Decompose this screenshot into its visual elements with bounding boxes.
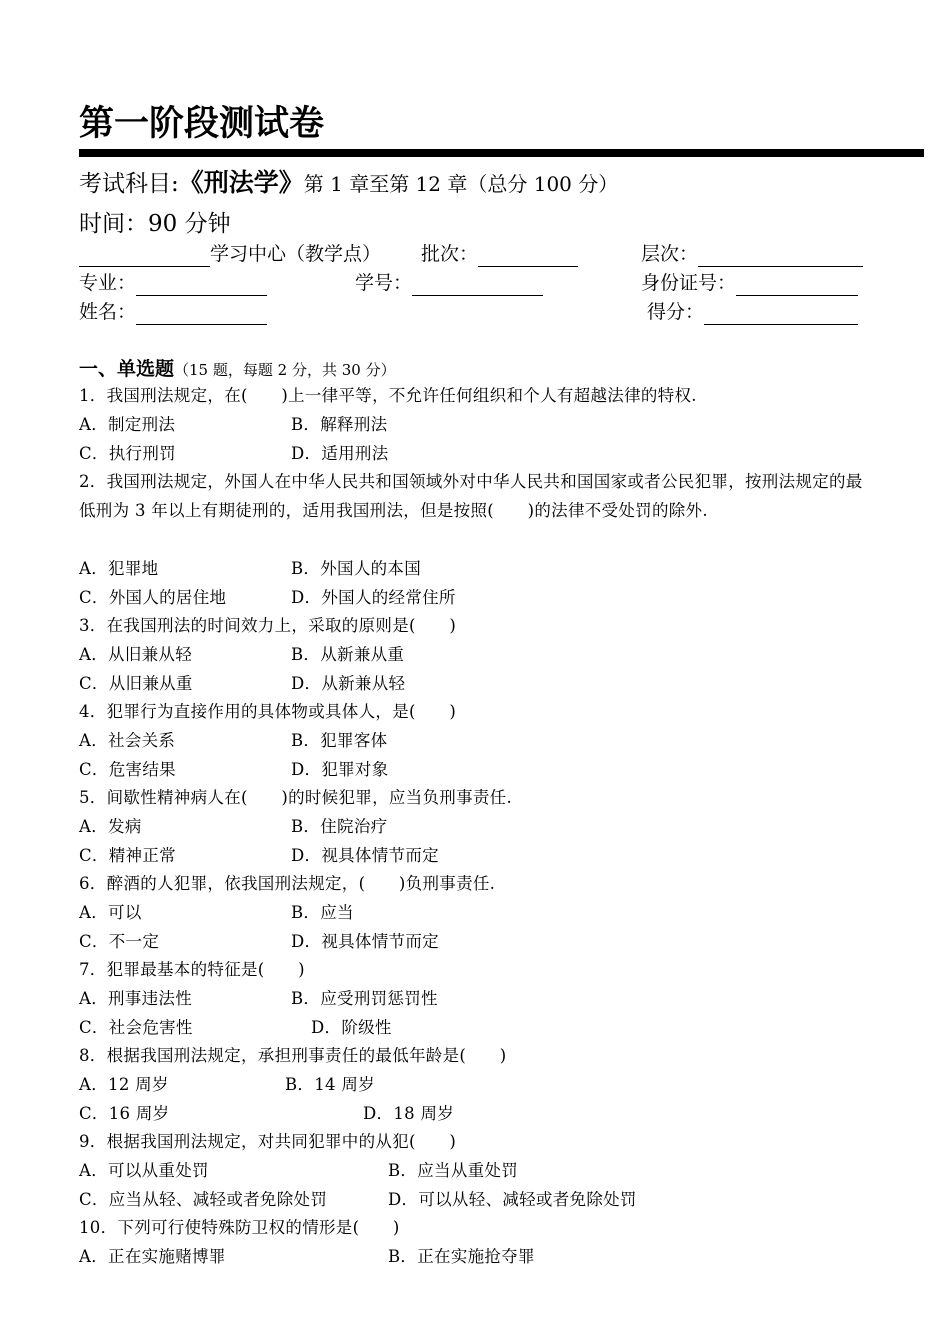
name-field (79, 299, 267, 325)
score-field (647, 299, 858, 325)
question-stem: 2．我国刑法规定，外国人在中华人民共和国领域外对中华人民共和国国家或者公民犯罪，按刑法规定的最低刑为 3 年以上有期徒刑的，适用我国刑法，但是按照( )的法律不受处罚的除外. (79, 472, 863, 520)
major-label: 专业： (79, 272, 137, 294)
answer-option: C．社会危害性 (79, 1018, 193, 1037)
score-label: 得分： (647, 301, 705, 323)
answer-option: A．从旧兼从轻 (79, 645, 193, 664)
name-blank[interactable] (136, 304, 267, 325)
question-stem: 8．根据我国刑法规定，承担刑事责任的最低年龄是( ) (79, 1046, 507, 1065)
study-center-field (79, 241, 381, 267)
id-card-blank[interactable] (736, 275, 858, 296)
section-title: 一、单选题 (79, 358, 175, 380)
answer-option: D．可以从轻、减轻或者免除处罚 (388, 1190, 637, 1209)
level-field (641, 241, 863, 267)
answer-option: D．犯罪对象 (291, 760, 389, 779)
answer-option: A．可以从重处罚 (79, 1161, 209, 1180)
answer-option: B．外国人的本国 (291, 559, 422, 578)
answer-option: C．从旧兼从重 (79, 674, 193, 693)
answer-option: A．12 周岁 (79, 1075, 169, 1094)
level-label: 层次： (641, 243, 699, 265)
answer-option: A．正在实施赌博罪 (79, 1247, 226, 1266)
answer-option: B．住院治疗 (291, 817, 388, 836)
answer-option: A．犯罪地 (79, 559, 159, 578)
answer-option: A．刑事违法性 (79, 989, 193, 1008)
answer-option: B．应受刑罚惩罚性 (291, 989, 438, 1008)
answer-option: D．适用刑法 (291, 444, 389, 463)
question-stem: 4．犯罪行为直接作用的具体物或具体人，是( ) (79, 702, 457, 721)
answer-option: B．正在实施抢夺罪 (388, 1247, 535, 1266)
answer-option: B．从新兼从重 (291, 645, 405, 664)
answer-option: C．不一定 (79, 932, 160, 951)
answer-option: C．应当从轻、减轻或者免除处罚 (79, 1190, 328, 1209)
question-stem: 5．间歇性精神病人在( )的时候犯罪，应当负刑事责任. (79, 788, 513, 807)
answer-option: C．危害结果 (79, 760, 176, 779)
study-center-blank[interactable] (79, 246, 210, 267)
answer-option: A．发病 (79, 817, 142, 836)
question-stem: 10．下列可行使特殊防卫权的情形是( ) (79, 1218, 400, 1237)
subject-label: 考试科目: (79, 171, 179, 197)
study-center-label: 学习中心（教学点） (210, 243, 382, 265)
major-blank[interactable] (136, 275, 267, 296)
id-card-field (641, 270, 858, 296)
name-label: 姓名： (79, 301, 137, 323)
answer-option: C．精神正常 (79, 846, 176, 865)
answer-option: B．14 周岁 (285, 1075, 375, 1094)
answer-option: B．解释刑法 (291, 415, 388, 434)
answer-option: C．外国人的居住地 (79, 588, 227, 607)
section-note: （15 题，每题 2 分，共 30 分） (174, 361, 396, 379)
answer-option: A．社会关系 (79, 731, 176, 750)
student-id-field (355, 270, 543, 296)
batch-label: 批次： (421, 243, 479, 265)
question-stem: 7．犯罪最基本的特征是( ) (79, 960, 305, 979)
student-id-label: 学号： (355, 272, 413, 294)
id-card-label: 身份证号： (641, 272, 737, 294)
answer-option: D．18 周岁 (363, 1104, 455, 1123)
batch-field (421, 241, 578, 267)
question-stem: 1．我国刑法规定，在( )上一律平等，不允许任何组织和个人有超越法律的特权. (79, 386, 697, 405)
title-rule (79, 149, 924, 157)
answer-option: D．外国人的经常住所 (291, 588, 456, 607)
answer-option: B．应当 (291, 903, 354, 922)
batch-blank[interactable] (478, 246, 578, 267)
answer-option: D．阶级性 (311, 1018, 392, 1037)
answer-option: D．从新兼从轻 (291, 674, 406, 693)
major-field (79, 270, 267, 296)
answer-option: C．16 周岁 (79, 1104, 170, 1123)
course-name: 《刑法学》 (178, 168, 304, 197)
answer-option: C．执行刑罚 (79, 444, 176, 463)
answer-option: D．视具体情节而定 (291, 932, 439, 951)
answer-option: D．视具体情节而定 (291, 846, 439, 865)
section-heading (79, 356, 396, 383)
answer-option: B．犯罪客体 (291, 731, 388, 750)
page-title: 第一阶段测试卷 (79, 104, 325, 144)
level-blank[interactable] (698, 246, 863, 267)
chapter-range: 第 1 章至第 12 章（总分 100 分） (303, 172, 619, 196)
exam-time: 时间：90 分钟 (79, 211, 231, 237)
question-stem: 3．在我国刑法的时间效力上，采取的原则是( ) (79, 616, 457, 635)
answer-option: A．制定刑法 (79, 415, 176, 434)
answer-option: A．可以 (79, 903, 142, 922)
score-blank[interactable] (704, 304, 858, 325)
question-stem: 9．根据我国刑法规定，对共同犯罪中的从犯( ) (79, 1132, 457, 1151)
answer-option: B．应当从重处罚 (388, 1161, 519, 1180)
exam-subject-line (79, 164, 618, 203)
question-stem: 6．醉酒的人犯罪，依我国刑法规定，( )负刑事责任. (79, 874, 496, 893)
student-id-blank[interactable] (412, 275, 543, 296)
